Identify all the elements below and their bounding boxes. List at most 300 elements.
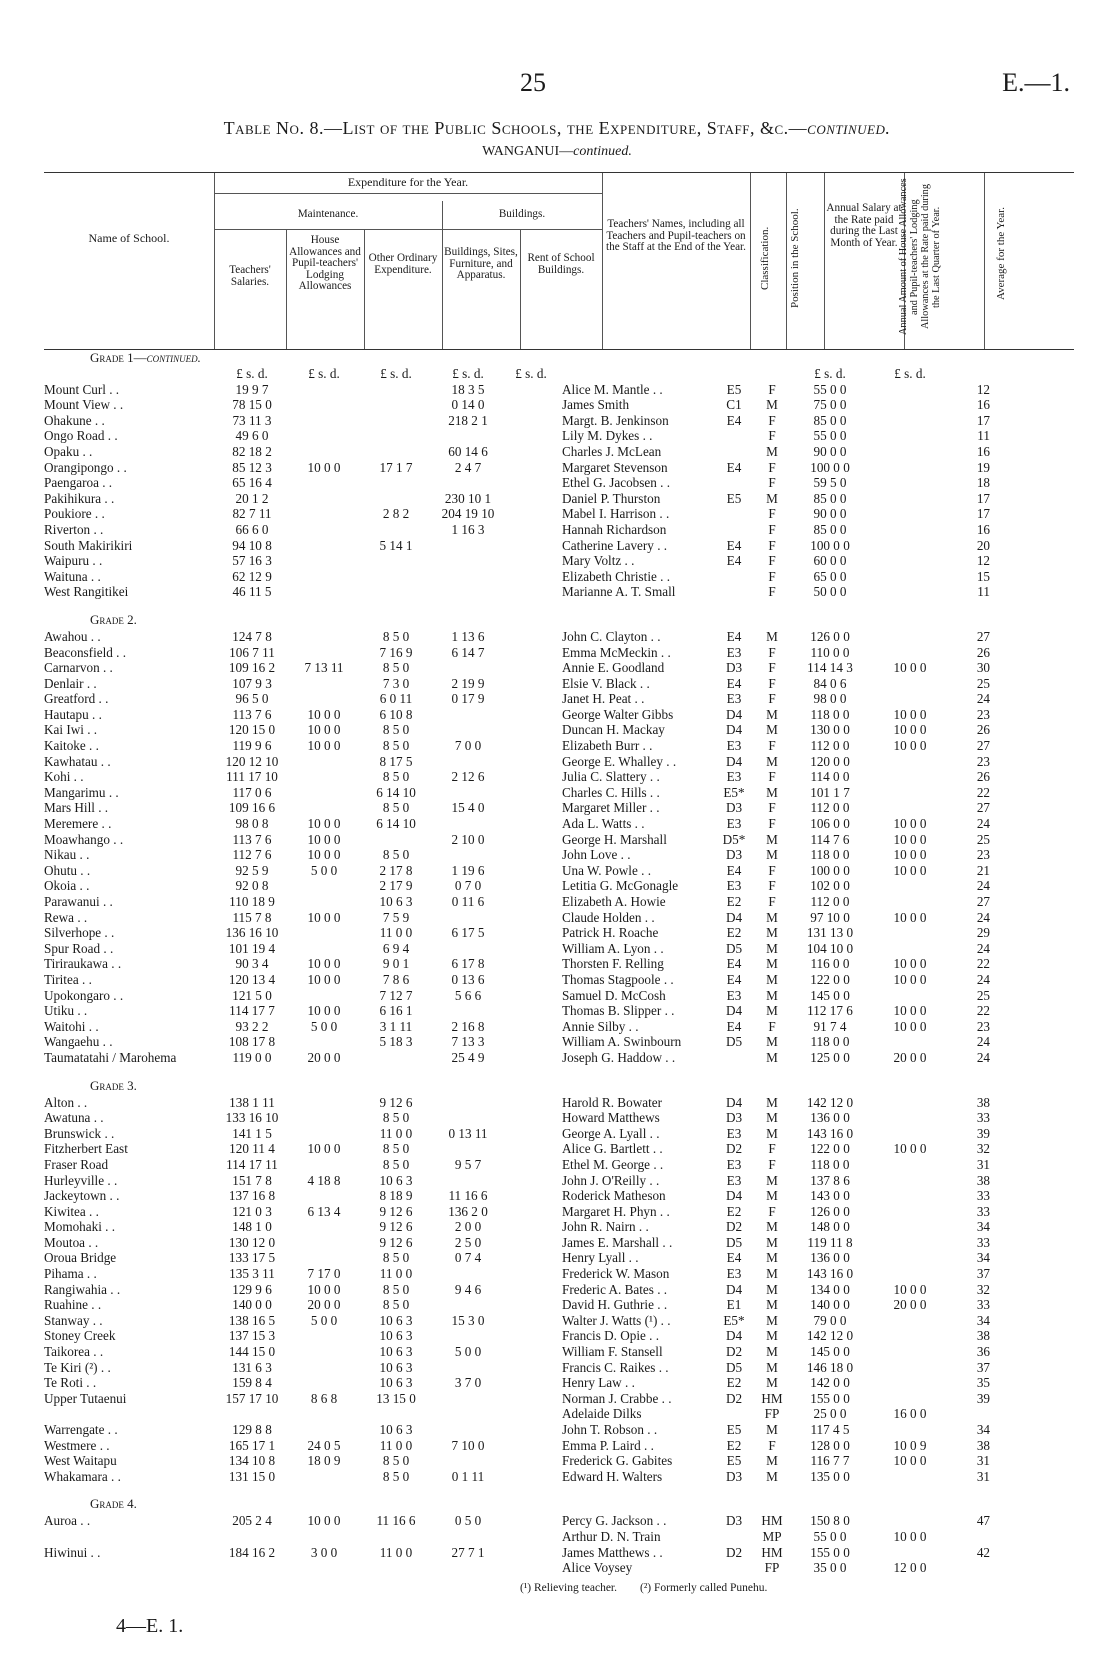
buildings-cost: 0 13 6	[451, 971, 485, 987]
school-name: Awahou . .	[44, 628, 101, 644]
other-expenditure: 8 5 0	[382, 1468, 410, 1484]
teacher-name: James E. Marshall . .	[562, 1234, 673, 1250]
teacher-name: George E. Whalley . .	[562, 753, 677, 769]
school-name: Kohi . .	[44, 769, 84, 785]
buildings-cost	[432, 1422, 504, 1438]
buildings-cost	[432, 1095, 504, 1111]
annual-salary: 145 0 0	[810, 987, 850, 1003]
rent	[504, 397, 558, 413]
buildings-cost: 18 3 5	[451, 381, 485, 397]
table-row	[44, 878, 1074, 894]
other-expenditure: 8 5 0	[382, 769, 410, 785]
teachers-salaries: 119 0 0	[232, 1049, 272, 1065]
table-row	[44, 941, 1074, 957]
teachers-salaries: 85 12 3	[232, 459, 272, 475]
teacher-name: Frederic A. Bates . .	[562, 1281, 668, 1297]
school-name: Kai Iwi . .	[44, 722, 98, 738]
rent	[504, 925, 558, 941]
buildings-cost: 2 12 6	[451, 769, 485, 785]
position: M	[766, 1359, 778, 1375]
classification: D2	[725, 1344, 743, 1360]
teachers-salaries: 73 11 3	[232, 412, 272, 428]
table-row	[44, 1235, 1074, 1251]
table-row	[44, 847, 1074, 863]
other-expenditure	[360, 475, 432, 491]
teacher-name: Walter J. Watts (¹) . .	[562, 1312, 671, 1328]
unit-label: £ s. d.	[894, 366, 926, 381]
table-row	[44, 1095, 1074, 1111]
teacher-name: Percy G. Jackson . .	[562, 1513, 667, 1529]
teacher-name: Mabel I. Harrison . .	[562, 506, 670, 522]
buildings-cost	[432, 707, 504, 723]
classification: D4	[725, 909, 743, 925]
col-expenditure: Expenditure for the Year.	[347, 175, 469, 189]
table-row	[44, 1344, 1074, 1360]
teachers-salaries: 57 16 3	[232, 553, 272, 569]
other-expenditure: 6 14 10	[376, 784, 416, 800]
allowance	[870, 645, 950, 661]
teacher-name: Ethel G. Jacobsen . .	[562, 475, 671, 491]
house-allowances	[288, 1344, 360, 1360]
classification: E4	[726, 675, 742, 691]
table-row	[44, 1173, 1074, 1189]
other-expenditure: 8 5 0	[382, 738, 410, 754]
position: F	[768, 1156, 776, 1172]
rent	[504, 707, 558, 723]
position: M	[766, 1297, 778, 1313]
other-expenditure: 8 5 0	[382, 722, 410, 738]
house-allowances: 20 0 0	[307, 1049, 341, 1065]
school-name: Brunswick . .	[44, 1125, 115, 1141]
other-expenditure: 11 0 0	[379, 1125, 413, 1141]
house-allowances: 10 0 0	[307, 738, 341, 754]
position: F	[768, 553, 776, 569]
school-name: Parawanui . .	[44, 894, 113, 909]
buildings-cost	[432, 1173, 504, 1189]
allowance	[870, 925, 950, 941]
teachers-salaries: 62 12 9	[232, 568, 272, 584]
buildings-cost: 2 5 0	[454, 1234, 482, 1250]
teachers-salaries: 107 9 3	[232, 675, 272, 691]
other-expenditure: 5 14 1	[379, 537, 413, 553]
table-row	[44, 832, 1074, 848]
buildings-cost: 6 17 5	[451, 925, 485, 941]
school-name: Denlair . .	[44, 675, 97, 691]
position: M	[766, 940, 778, 956]
school-name: Rewa . .	[44, 909, 88, 925]
unit-label: £ s. d.	[236, 366, 268, 381]
school-name: Tiritea . .	[44, 971, 92, 987]
teachers-salaries: 65 16 4	[232, 475, 272, 491]
col-allowances: Annual Amount of House Allowances and Pupil-teachers' Lodging Allowances at the Rate paid during the Last Quarter of Year.	[898, 178, 942, 336]
house-allowances	[288, 878, 360, 894]
buildings-cost: 1 16 3	[451, 521, 485, 537]
classification: D5	[725, 940, 743, 956]
buildings-cost: 204 19 10	[441, 506, 495, 522]
school-name: Meremere . .	[44, 816, 112, 832]
table-row	[44, 1469, 1074, 1485]
buildings-cost: 136 2 0	[448, 1203, 488, 1219]
classification: E3	[726, 878, 742, 894]
table-row	[44, 1560, 1074, 1576]
school-name: Mars Hill . .	[44, 800, 109, 816]
buildings-cost: 0 5 0	[454, 1513, 482, 1529]
average-attendance: 24	[976, 940, 990, 956]
annual-salary: 134 0 0	[810, 1281, 850, 1297]
teachers-salaries: 124 7 8	[232, 628, 272, 644]
allowance	[870, 1469, 950, 1485]
page-number: 25	[520, 68, 546, 97]
rent	[504, 584, 558, 600]
col-name: Name of School.	[88, 231, 170, 245]
school-name: Ongo Road . .	[44, 428, 118, 444]
annual-salary: 112 0 0	[810, 894, 850, 909]
rent	[504, 413, 558, 429]
annual-salary: 143 16 0	[806, 1125, 854, 1141]
rent	[504, 988, 558, 1004]
classification: E3	[726, 769, 742, 785]
house-allowances: 10 0 0	[307, 1003, 341, 1019]
other-expenditure: 6 0 11	[379, 691, 413, 707]
teachers-salaries: 137 16 8	[228, 1188, 276, 1204]
table-row	[44, 397, 1074, 413]
house-allowances	[288, 584, 360, 600]
buildings-cost: 0 1 11	[451, 1468, 485, 1484]
rent	[504, 800, 558, 816]
average-attendance: 38	[976, 1328, 990, 1344]
annual-salary: 102 0 0	[810, 878, 850, 894]
allowance	[870, 475, 950, 491]
position: F	[768, 878, 776, 894]
annual-salary: 65 0 0	[813, 568, 847, 584]
rent	[504, 722, 558, 738]
classification	[714, 1406, 754, 1422]
rent	[504, 645, 558, 661]
unit-label	[714, 366, 754, 382]
other-expenditure: 10 6 3	[379, 894, 413, 909]
table-row	[44, 1328, 1074, 1344]
house-allowances: 5 0 0	[310, 1312, 338, 1328]
house-allowances: 10 0 0	[307, 831, 341, 847]
buildings-cost	[432, 754, 504, 770]
annual-salary: 114 14 3	[807, 660, 853, 676]
average-attendance: 27	[976, 738, 990, 754]
teacher-name: Francis C. Raikes . .	[562, 1359, 669, 1375]
teacher-name: John R. Nairn . .	[562, 1219, 649, 1235]
teachers-salaries: 19 9 7	[235, 381, 269, 397]
average-attendance: 38	[976, 1172, 990, 1188]
classification: E5	[726, 490, 742, 506]
teachers-salaries: 144 15 0	[228, 1344, 276, 1360]
school-name: West Rangitikei	[44, 584, 129, 600]
position: M	[766, 1219, 778, 1235]
teacher-name: John J. O'Reilly . .	[562, 1172, 660, 1188]
allowance	[870, 1095, 950, 1111]
teacher-name: Elizabeth Christie . .	[562, 568, 671, 584]
rent	[504, 1375, 558, 1391]
teachers-salaries: 82 18 2	[232, 443, 272, 459]
other-expenditure: 10 6 3	[379, 1312, 413, 1328]
house-allowances: 10 0 0	[307, 1513, 341, 1529]
teachers-salaries: 109 16 2	[228, 660, 276, 676]
teacher-name: Joseph G. Haddow . .	[562, 1049, 676, 1065]
school-name: Utiku . .	[44, 1003, 88, 1019]
other-expenditure: 10 6 3	[379, 1359, 413, 1375]
classification: E2	[726, 894, 742, 909]
col-other-ordinary: Other Ordinary Expenditure.	[368, 252, 438, 276]
buildings-cost: 218 2 1	[448, 412, 488, 428]
school-name: Hiwinui . .	[44, 1544, 101, 1560]
average-attendance: 12	[976, 381, 990, 397]
buildings-cost	[432, 722, 504, 738]
school-name: Oroua Bridge	[44, 1250, 117, 1266]
other-expenditure	[360, 569, 432, 585]
classification: E4	[726, 553, 742, 569]
teacher-name: Julia C. Slattery . .	[562, 769, 660, 785]
school-name: Hurleyville . .	[44, 1172, 118, 1188]
buildings-cost	[432, 1560, 504, 1576]
other-expenditure	[360, 428, 432, 444]
teachers-salaries: 112 7 6	[232, 847, 272, 863]
position: FP	[764, 1560, 780, 1576]
classification	[714, 1529, 754, 1545]
position: M	[766, 1453, 778, 1469]
house-allowances: 4 18 8	[307, 1172, 341, 1188]
house-allowances	[288, 1235, 360, 1251]
school-name: Awatuna . .	[44, 1110, 104, 1126]
allowance: 10 0 0	[893, 831, 927, 847]
annual-salary: 125 0 0	[810, 1049, 850, 1065]
position: F	[768, 1018, 776, 1034]
teacher-name: Hannah Richardson	[562, 521, 667, 537]
allowance	[870, 1034, 950, 1050]
school-name: Warrengate . .	[44, 1422, 118, 1437]
other-expenditure	[360, 1406, 432, 1422]
average-attendance: 34	[976, 1422, 990, 1437]
table-row	[44, 538, 1074, 554]
buildings-cost: 7 10 0	[451, 1437, 485, 1453]
buildings-cost: 2 0 0	[454, 1219, 482, 1235]
annual-salary: 84 0 6	[813, 675, 847, 691]
position: F	[768, 800, 776, 816]
teacher-name: Thomas Stagpoole . .	[562, 971, 674, 987]
teacher-name: William F. Stansell	[562, 1344, 663, 1360]
rent	[504, 428, 558, 444]
house-allowances	[288, 645, 360, 661]
buildings-cost	[432, 428, 504, 444]
annual-salary: 55 0 0	[813, 1528, 847, 1544]
allowance	[870, 584, 950, 600]
annual-salary: 114 0 0	[810, 769, 850, 785]
other-expenditure: 7 12 7	[379, 987, 413, 1003]
allowance	[870, 754, 950, 770]
allowance	[870, 1219, 950, 1235]
teachers-salaries: 82 7 11	[232, 506, 272, 522]
average-attendance: 27	[976, 800, 990, 816]
average-attendance: 17	[976, 490, 990, 506]
average-attendance: 22	[976, 956, 990, 972]
buildings-cost	[432, 538, 504, 554]
table-row	[44, 506, 1074, 522]
table-row	[44, 972, 1074, 988]
classification: D4	[725, 1094, 743, 1110]
allowance	[870, 428, 950, 444]
school-name: Fraser Road	[44, 1156, 109, 1172]
annual-salary: 116 0 0	[810, 956, 850, 972]
school-name: Nikau . .	[44, 847, 90, 863]
house-allowances: 10 0 0	[307, 956, 341, 972]
house-allowances	[288, 1469, 360, 1485]
allowance	[870, 1513, 950, 1529]
annual-salary: 100 0 0	[810, 459, 850, 475]
classification: D2	[725, 1390, 743, 1406]
annual-salary: 90 0 0	[813, 506, 847, 522]
other-expenditure: 9 0 1	[382, 956, 410, 972]
other-expenditure: 5 18 3	[379, 1034, 413, 1050]
table-row	[44, 584, 1074, 600]
teachers-salaries: 101 19 4	[228, 940, 276, 956]
other-expenditure: 9 12 6	[379, 1234, 413, 1250]
classification	[714, 584, 754, 600]
average-attendance	[950, 1529, 990, 1545]
buildings-cost: 25 4 9	[451, 1049, 485, 1065]
annual-salary: 59 5 0	[813, 475, 847, 491]
table-row	[44, 1188, 1074, 1204]
classification	[714, 522, 754, 538]
position: F	[768, 584, 776, 600]
allowance: 10 0 0	[893, 1453, 927, 1469]
allowance: 10 0 0	[893, 722, 927, 738]
other-expenditure: 2 8 2	[382, 506, 410, 522]
table-body	[44, 350, 1074, 1576]
teachers-salaries: 94 10 8	[232, 537, 272, 553]
average-attendance: 24	[976, 1034, 990, 1050]
table-row	[44, 1438, 1074, 1454]
teacher-name: Harold R. Bowater	[562, 1094, 662, 1110]
school-name: Okoia . .	[44, 878, 90, 894]
teacher-name: Edward H. Walters	[562, 1468, 663, 1484]
other-expenditure: 8 18 9	[379, 1188, 413, 1204]
teachers-salaries: 140 0 0	[232, 1297, 272, 1313]
teacher-name: George Walter Gibbs	[562, 706, 674, 722]
annual-salary: 112 17 6	[807, 1003, 853, 1019]
buildings-cost	[432, 1328, 504, 1344]
average-attendance: 20	[976, 537, 990, 553]
buildings-cost	[432, 1266, 504, 1282]
annual-salary: 118 0 0	[810, 1156, 850, 1172]
school-name: Wangaehu . .	[44, 1034, 113, 1050]
unit-label: £ s. d.	[515, 366, 547, 381]
other-expenditure: 8 5 0	[382, 1453, 410, 1469]
annual-salary: 117 4 5	[810, 1422, 850, 1437]
classification: E4	[726, 412, 742, 428]
unit-label	[754, 366, 790, 382]
school-name: Greatford . .	[44, 691, 109, 707]
teacher-name: Emma P. Laird . .	[562, 1437, 654, 1453]
position: M	[766, 1266, 778, 1282]
house-allowances	[288, 538, 360, 554]
house-allowances	[288, 413, 360, 429]
col-maintenance: Maintenance.	[297, 208, 359, 220]
classification: D5*	[722, 831, 746, 847]
classification: D3	[725, 1110, 743, 1126]
teacher-name: William A. Lyon . .	[562, 940, 664, 956]
house-allowances	[288, 428, 360, 444]
rent	[504, 941, 558, 957]
allowance	[870, 629, 950, 645]
allowance	[870, 1375, 950, 1391]
average-attendance: 31	[976, 1468, 990, 1484]
position: M	[766, 1250, 778, 1266]
house-allowances: 8 6 8	[310, 1390, 338, 1406]
buildings-cost: 0 11 6	[451, 894, 485, 909]
allowance	[870, 878, 950, 894]
average-attendance: 21	[976, 862, 990, 878]
teachers-salaries: 136 16 10	[225, 925, 279, 941]
table-row	[44, 894, 1074, 910]
col-house-allowances: House Allowances and Pupil-teachers' Lodging Allowances	[289, 234, 361, 293]
table-row	[44, 1513, 1074, 1529]
position: F	[768, 1437, 776, 1453]
average-attendance: 24	[976, 909, 990, 925]
position: M	[766, 753, 778, 769]
rent	[504, 491, 558, 507]
teacher-name: Charles J. McLean	[562, 443, 662, 459]
position: F	[768, 816, 776, 832]
rent	[504, 1019, 558, 1035]
allowance: 10 0 0	[893, 1141, 927, 1157]
house-allowances	[288, 1219, 360, 1235]
position: F	[768, 1203, 776, 1219]
rent	[504, 910, 558, 926]
unit-label: £ s. d.	[452, 366, 484, 381]
rent	[504, 1328, 558, 1344]
table-row	[44, 676, 1074, 692]
teachers-salaries: 157 17 10	[225, 1390, 279, 1406]
annual-salary: 55 0 0	[813, 428, 847, 444]
table-row	[44, 1019, 1074, 1035]
buildings-cost: 5 6 6	[454, 987, 482, 1003]
teacher-name: Margaret H. Phyn . .	[562, 1203, 670, 1219]
rent	[504, 847, 558, 863]
rent	[504, 1453, 558, 1469]
teacher-name: John T. Robson . .	[562, 1422, 658, 1437]
school-name: Auroa . .	[44, 1513, 91, 1529]
teachers-salaries: 129 9 6	[232, 1281, 272, 1297]
other-expenditure: 11 0 0	[379, 1266, 413, 1282]
table-row	[44, 1406, 1074, 1422]
allowance	[870, 1173, 950, 1189]
table-row	[44, 491, 1074, 507]
annual-salary: 55 0 0	[813, 381, 847, 397]
average-attendance: 34	[976, 1312, 990, 1328]
teachers-salaries: 114 17 11	[226, 1156, 278, 1172]
other-expenditure	[360, 397, 432, 413]
rent	[504, 1173, 558, 1189]
classification	[714, 1560, 754, 1576]
classification: E4	[726, 956, 742, 972]
house-allowances: 10 0 0	[307, 971, 341, 987]
allowance	[870, 1391, 950, 1407]
rent	[504, 878, 558, 894]
teacher-name: James Matthews . .	[562, 1544, 663, 1560]
school-name: Orangipongo . .	[44, 459, 127, 475]
position: M	[766, 628, 778, 644]
table-row	[44, 1219, 1074, 1235]
rent	[504, 691, 558, 707]
other-expenditure: 11 16 6	[376, 1513, 416, 1529]
teachers-salaries: 90 3 4	[235, 956, 269, 972]
